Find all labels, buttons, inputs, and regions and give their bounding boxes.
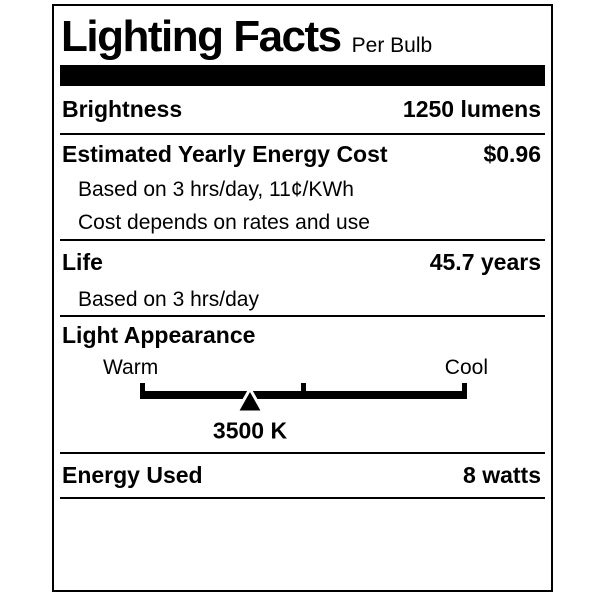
kelvin-line: [140, 414, 467, 447]
brightness-row: [60, 86, 545, 133]
life-label: Life: [62, 249, 103, 275]
lighting-facts-label: [52, 4, 553, 592]
kelvin-value: 3500 K: [212, 417, 288, 443]
brightness-value: 1250 lumens: [402, 96, 541, 122]
energy-used-row: [60, 454, 545, 497]
energy-cost-disclaimer-note: Cost depends on rates and use: [78, 210, 370, 234]
energy-cost-row: [60, 135, 545, 174]
energy-cost-label: Estimated Yearly Energy Cost: [62, 141, 388, 167]
label-header: [60, 12, 545, 61]
life-value: 45.7 years: [429, 249, 541, 275]
label-title: Lighting Facts: [61, 12, 341, 61]
life-row: [60, 241, 545, 284]
cool-label: Cool: [444, 355, 488, 379]
warm-label: Warm: [103, 355, 159, 379]
brightness-label: Brightness: [62, 96, 183, 122]
energy-cost-value: $0.96: [483, 141, 541, 167]
energy-cost-basis-note: Based on 3 hrs/day, 11¢/KWh: [78, 178, 354, 201]
color-temperature-scale: [140, 381, 467, 414]
scale-bar: [140, 391, 467, 399]
header-black-bar: [60, 65, 545, 86]
light-appearance-label: Light Appearance: [62, 322, 256, 348]
light-appearance-row: [60, 317, 545, 354]
energy-used-value: 8 watts: [463, 462, 541, 488]
divider: [60, 497, 545, 499]
energy-used-label: Energy Used: [62, 462, 203, 488]
life-basis-note: Based on 3 hrs/day: [78, 287, 259, 311]
label-per-unit: Per Bulb: [351, 34, 433, 57]
warm-cool-labels: [60, 354, 545, 381]
